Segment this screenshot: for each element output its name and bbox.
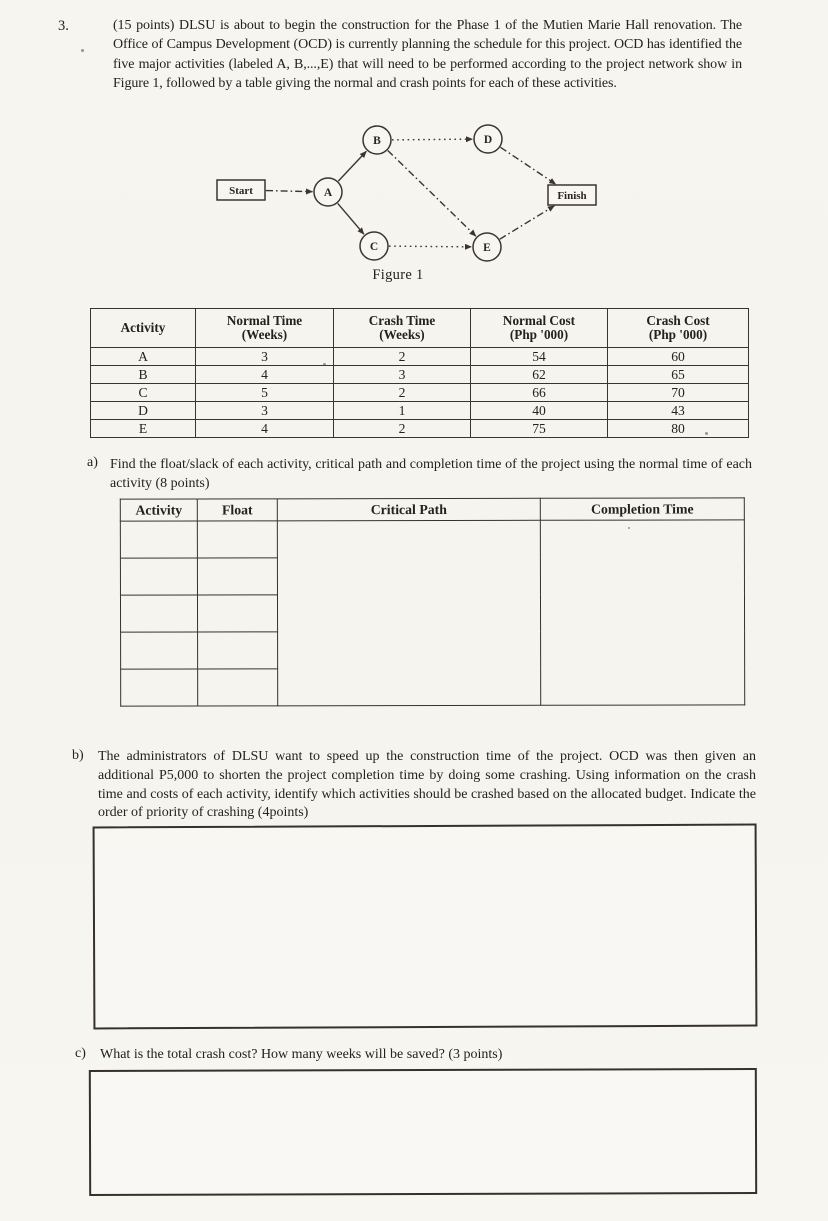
edge-D-finish [500,147,555,184]
table-cell: 40 [471,402,608,420]
edge-A-B [338,151,366,181]
empty-cell [540,520,744,705]
node-label-D: D [483,134,493,147]
column-header: Float [197,499,277,521]
column-header: Completion Time [540,498,744,520]
empty-cell [197,521,277,558]
node-label-finish: Finish [557,189,587,202]
table-cell: 4 [196,420,334,438]
edge-E-finish [500,206,555,239]
empty-cell [120,558,197,595]
part-b-label: b) [72,748,84,763]
part-a-label: a) [87,455,98,470]
edge-start-A [266,191,313,192]
part-b-text: The administrators of DLSU want to speed up the construction time of the project. OCD was then given an additional P5,000 to shorten the project completion time by doing some crashing. Using information on the crash time and costs of each activity, identify which activities should be crashed based on the allocated budget. Indicate the order of priority of crashing (4points) [98,749,756,821]
part-b-answer-box [93,824,758,1030]
table-cell: A [91,348,196,366]
column-header: Crash Time (Weeks) [334,309,471,348]
scan-speck [81,49,84,52]
part-c-text: What is the total crash cost? How many weeks will be saved? (3 points) [100,1047,503,1062]
table-cell: 70 [608,384,749,402]
empty-cell [198,669,278,706]
activity-table [90,308,749,438]
table-cell: 66 [471,384,608,402]
scan-speck [705,432,708,435]
table-row [91,348,749,366]
empty-cell [120,595,197,632]
empty-cell [198,632,278,669]
empty-cell [197,595,277,632]
table-cell: 54 [471,348,608,366]
table-cell: 62 [471,366,608,384]
edge-B-E [388,150,476,236]
table-cell: 4 [196,366,334,384]
node-label-B: B [373,135,381,148]
part-a-answer-table [120,497,745,706]
edge-B-D [392,139,473,140]
column-header: Normal Cost (Php '000) [471,309,608,348]
edge-C-E [389,246,472,247]
empty-cell [121,669,198,706]
table-cell: 2 [334,384,471,402]
edge-A-C [338,203,364,234]
table-row [91,366,749,384]
table-row [91,402,749,420]
empty-row [120,520,744,558]
node-label-A: A [323,187,333,200]
figure-caption: Figure 1 [372,267,424,283]
table-cell: 5 [196,384,334,402]
table-cell: 80 [608,420,749,438]
table-cell: B [91,366,196,384]
table-cell: 75 [471,420,608,438]
table-cell: 2 [334,420,471,438]
question-text: (15 points) DLSU is about to begin the construction for the Phase 1 of the Mutien Marie Hall renovation. The Office of Campus Development (OCD) is currently planning the schedule for this project. OCD has identified the five major activities (labeled A, B,...,E) that will need to be performed according to the project network show in Figure 1, followed by a table giving the normal and crash points for each of these activities. [113,18,742,92]
scan-speck [628,527,630,529]
table-cell: C [91,384,196,402]
column-header: Activity [91,309,196,348]
empty-cell [197,558,277,595]
node-label-start: Start [229,184,253,197]
column-header: Crash Cost (Php '000) [608,309,749,348]
table-row [91,384,749,402]
table-cell: 1 [334,402,471,420]
table-cell: E [91,420,196,438]
question-number: 3. [58,18,69,34]
part-a-text: Find the float/slack of each activity, critical path and completion time of the project using the normal time of each activity (8 points) [110,457,752,491]
table-cell: 65 [608,366,749,384]
table-cell: 3 [334,366,471,384]
table-cell: 43 [608,402,749,420]
node-label-E: E [483,242,491,255]
column-header: Activity [120,499,197,521]
column-header: Critical Path [277,498,540,521]
node-label-C: C [369,241,379,254]
empty-cell [120,521,197,558]
table-cell: 2 [334,348,471,366]
scan-speck [323,363,326,366]
table-cell: D [91,402,196,420]
table-row [91,420,749,438]
table-cell: 3 [196,348,334,366]
part-c-label: c) [75,1046,86,1061]
table-cell: 60 [608,348,749,366]
part-c-answer-box [89,1068,757,1196]
column-header: Normal Time (Weeks) [196,309,334,348]
table-cell: 3 [196,402,334,420]
empty-cell [121,632,198,669]
empty-cell [277,520,540,706]
